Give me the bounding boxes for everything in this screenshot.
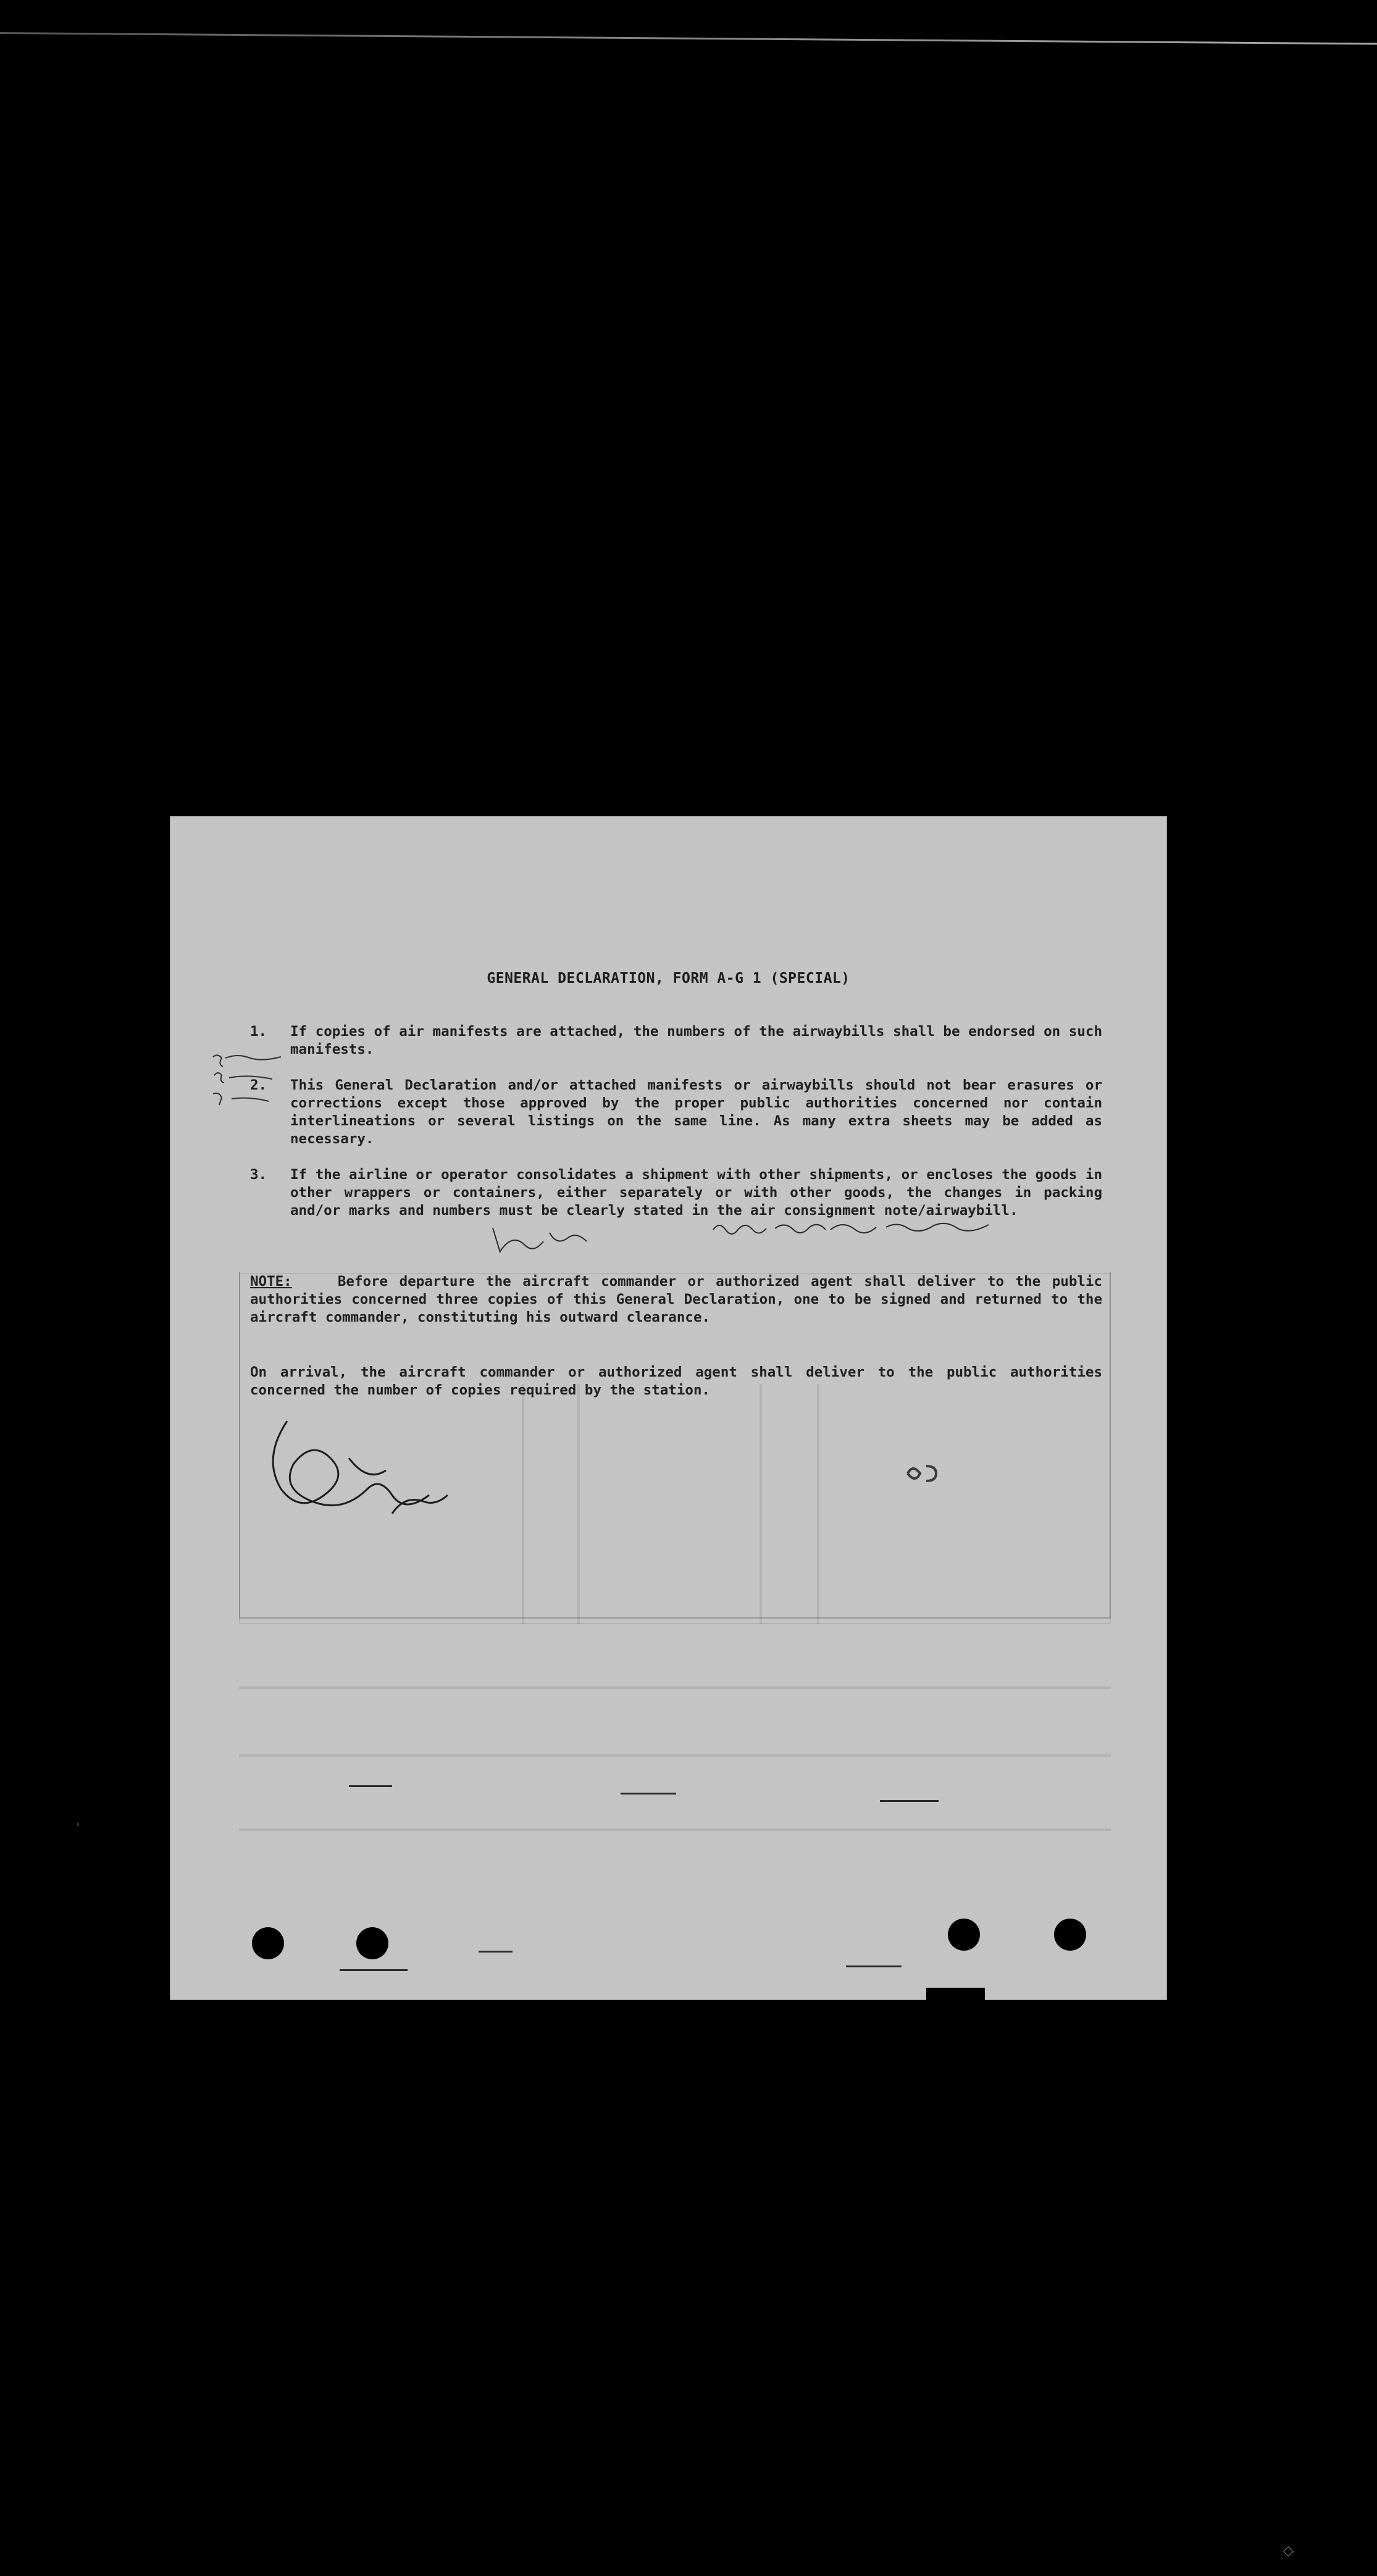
note-text: Before departure the aircraft commander or authorized agent shall deliver to the public authorities concerned three copies of this General Declaration, one to be signed and returned to the aircraft commander, constituting his outward clearance. <box>250 1273 1102 1325</box>
stamp-mark <box>902 1461 951 1486</box>
signature <box>262 1409 454 1532</box>
dotted-mark <box>880 1800 939 1802</box>
item-text: If the airline or operator consolidates a shipment with other shipments, or encloses the goods in other wrappers or containers, either separately or with other goods, the changes in packing and/or marks and numbers must be clearly stated in the air consignment note/airwaybill. <box>290 1167 1102 1219</box>
dotted-mark <box>846 1965 902 1967</box>
dotted-mark <box>349 1785 392 1787</box>
instruction-item-1 <box>250 1023 1102 1059</box>
arrival-paragraph: On arrival, the aircraft commander or authorized agent shall deliver to the public authorities concerned the number of copies required by the station. <box>250 1364 1102 1398</box>
item-number: 2. <box>250 1077 267 1093</box>
bottom-tab <box>926 1988 985 2000</box>
inline-handwriting <box>488 1220 593 1257</box>
scan-speck: ' <box>77 1821 80 1834</box>
item-number: 1. <box>250 1023 267 1040</box>
note-label: NOTE: <box>250 1273 292 1290</box>
bleed-through-rule <box>239 1754 1111 1757</box>
dotted-mark <box>479 1951 513 1953</box>
document-title: GENERAL DECLARATION, FORM A-G 1 (SPECIAL) <box>487 970 850 986</box>
item-text: If copies of air manifests are attached, the numbers of the airwaybills shall be endorsed on such manifests. <box>290 1023 1102 1057</box>
margin-handwriting <box>207 1051 306 1119</box>
document-sheet <box>170 816 1167 2000</box>
note-paragraph <box>250 1273 1102 1327</box>
top-edge-line <box>0 32 1377 45</box>
punch-hole <box>948 1919 980 1951</box>
bleed-through-rule <box>239 1686 1111 1689</box>
instruction-item-2 <box>250 1077 1102 1148</box>
punch-hole <box>252 1927 284 1959</box>
bleed-through-rule <box>239 1828 1111 1831</box>
item-text: This General Declaration and/or attached manifests or airwaybills should not bear erasures or corrections except those approved by the proper public authorities concerned nor contain interlineations or several listings on the same line. As many extra sheets may be added as necessary. <box>290 1077 1102 1147</box>
dotted-mark <box>621 1793 676 1794</box>
scan-speck: ◇ <box>1283 2543 1294 2559</box>
dotted-mark <box>340 1969 408 1971</box>
punch-hole <box>356 1927 388 1959</box>
item-number: 3. <box>250 1167 267 1183</box>
punch-hole <box>1054 1919 1086 1951</box>
inline-handwriting <box>707 1211 1003 1248</box>
